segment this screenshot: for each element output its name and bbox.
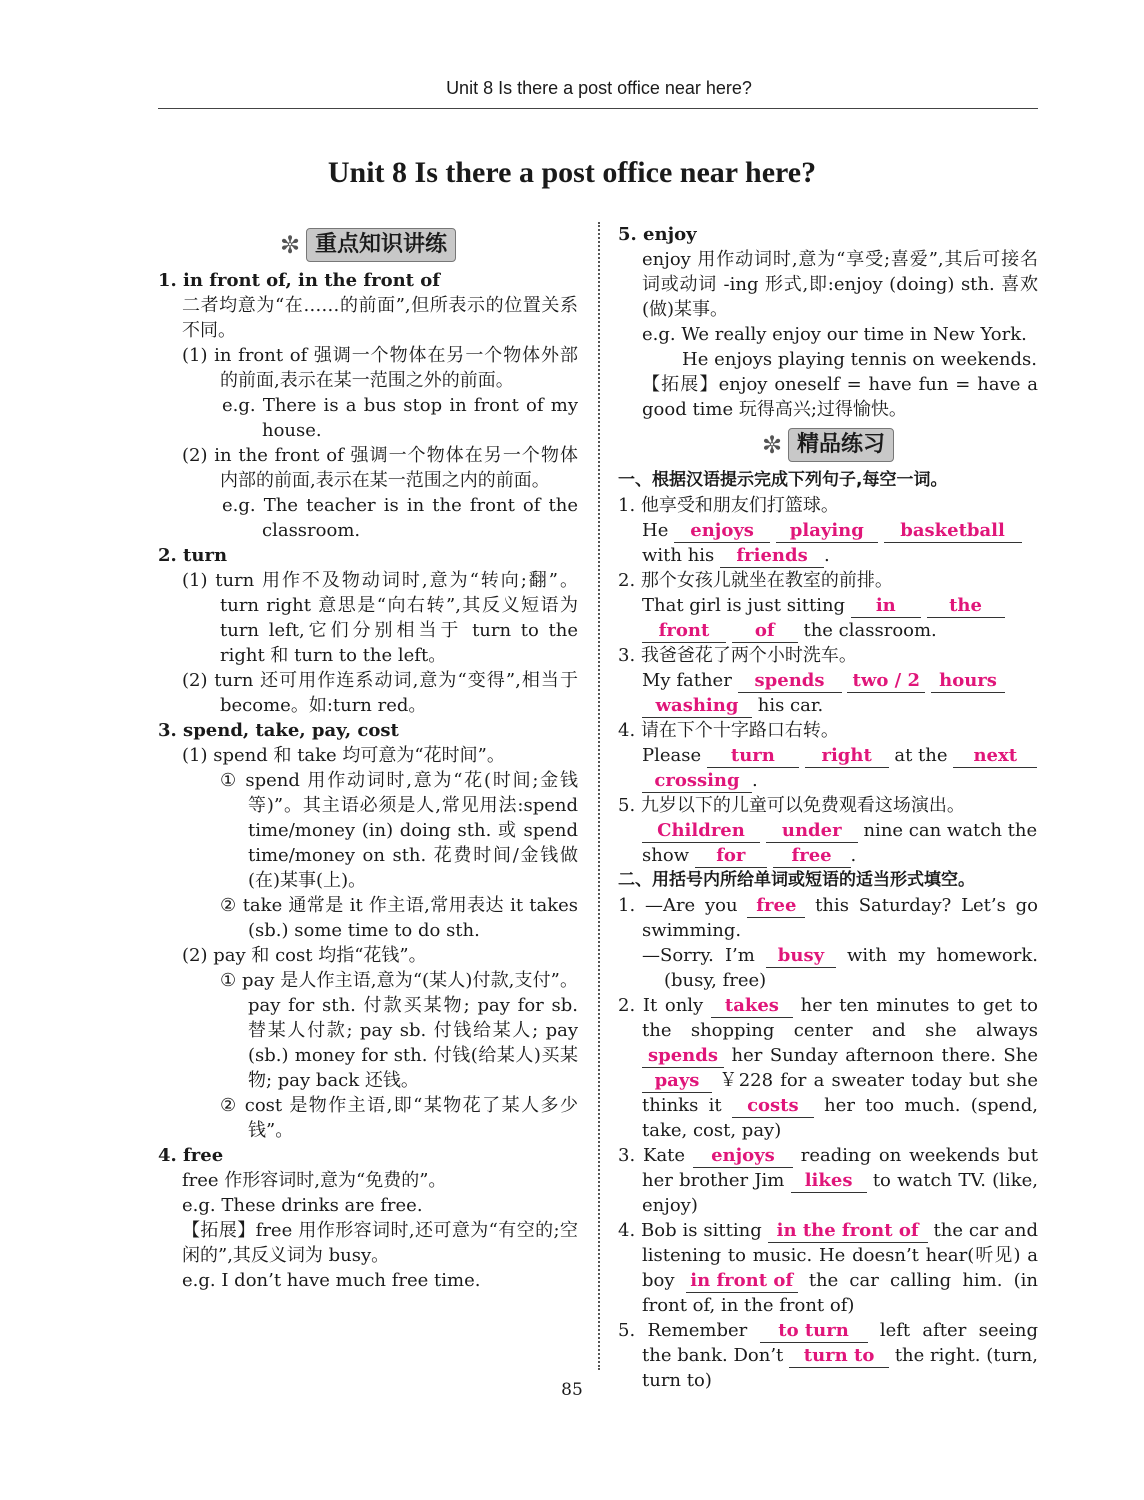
section-heading-practice: [618, 428, 1038, 462]
paragraph: ① pay 是人作主语,意为“(某人)付款,支付”。pay for sth. 付款买某物; pay for sb. 替某人付款; pay sb. 付钱给某人; pay (sb.) money for sth. 付钱(给某人)买某物; pay back 还钱。: [220, 970, 578, 1091]
answer-blank: for: [695, 845, 767, 868]
text: his car.: [757, 695, 824, 716]
text: .: [850, 845, 857, 866]
text: nine can watch the: [863, 820, 1038, 841]
section-label: 精品练习: [788, 428, 894, 462]
answer-blank: front: [642, 620, 726, 643]
paragraph: ① spend 用作动词时,意为“花(时间;金钱等)”。其主语必须是人,常见用法:spend time/money (in) doing sth. 或 spend time/money on sth. 花费时间/金钱做(在)某事(上)。: [220, 770, 578, 891]
question-line: [618, 993, 1038, 1143]
page-title: Unit 8 Is there a post office near here?: [327, 156, 817, 189]
paragraph: ② take 通常是 it 作主语,常用表达 it takes (sb.) some time to do sth.: [220, 895, 578, 941]
right-column: [618, 222, 1038, 1393]
paragraph: (2) pay 和 cost 均指“花钱”。: [182, 945, 427, 966]
answer-blank: spends: [738, 670, 842, 693]
text: the car and listening to music. He doesn’t hear(听见) a boy: [642, 1220, 1038, 1291]
example: e.g. There is a bus stop in front of my house.: [222, 395, 578, 441]
answer-blank: turn: [707, 745, 799, 768]
question-line: [618, 743, 1038, 793]
paragraph: (1) spend 和 take 均可意为“花时间”。: [182, 745, 505, 766]
answer-blank: Children: [642, 820, 760, 843]
answer-blank: the: [927, 595, 1005, 618]
answer-blank: washing: [642, 695, 752, 718]
paragraph: (1) in front of 强调一个物体在另一个物体外部的前面,表示在某一范围之外的前面。: [182, 345, 578, 391]
running-head: Unit 8 Is there a post office near here?: [446, 78, 752, 98]
section-label: 重点知识讲练: [306, 228, 456, 262]
extension-note: 【拓展】enjoy oneself = have fun = have a good time 玩得高兴;过得愉快。: [642, 374, 1038, 420]
example: e.g. These drinks are free.: [182, 1195, 423, 1216]
flower-icon: ✼: [761, 430, 783, 459]
text: Please: [642, 745, 702, 766]
question-line: [618, 1218, 1038, 1318]
text: 3. Kate: [618, 1145, 686, 1166]
question-line: [618, 668, 1038, 718]
example: He enjoys playing tennis on weekends.: [682, 349, 1037, 370]
answer-blank: enjoys: [674, 520, 770, 543]
text: this Saturday? Let’s go swimming.: [642, 895, 1038, 941]
answer-blank: crossing: [642, 770, 752, 793]
section-heading-knowledge: [158, 228, 578, 262]
text: show: [642, 845, 690, 866]
text: her Sunday afternoon there. She: [731, 1045, 1038, 1066]
answer-blank: in front of: [686, 1270, 798, 1293]
question-prompt: 4. 请在下个十字路口右转。: [618, 720, 839, 741]
text: 5. Remember: [618, 1320, 748, 1341]
extension-note: 【拓展】free 用作形容词时,还可意为“有空的;空闲的”,其反义词为 busy。: [182, 1220, 578, 1266]
answer-blank: right: [805, 745, 889, 768]
text: That girl is just sitting: [642, 595, 846, 616]
answer-blank: takes: [711, 995, 793, 1018]
text: .: [752, 770, 758, 791]
text: 2. It only: [618, 995, 704, 1016]
text: 4. Bob is sitting: [618, 1220, 762, 1241]
flower-icon: ✼: [279, 230, 301, 259]
text: with my homework. (busy, free): [664, 945, 1038, 991]
question-prompt: 3. 我爸爸花了两个小时洗车。: [618, 645, 857, 666]
text: —Sorry. I’m: [642, 945, 755, 966]
page-number: 85: [561, 1380, 583, 1400]
question-line: [618, 518, 1038, 568]
answer-blank: spends: [642, 1045, 724, 1068]
question-prompt: 1. 他享受和朋友们打篮球。: [618, 495, 839, 516]
paragraph: (1) turn 用作不及物动词时,意为“转向;翻”。turn right 意思是“向右转”,其反义短语为 turn left,它们分别相当于 turn to the right 和 turn to the left。: [182, 570, 578, 666]
paragraph: 二者均意为“在……的前面”,但所表示的位置关系不同。: [182, 295, 578, 341]
part-heading: 一、根据汉语提示完成下列句子,每空一词。: [618, 470, 948, 490]
text: He: [642, 520, 669, 541]
question-line: [618, 818, 1038, 868]
text: reading on weekends but her brother Jim: [642, 1145, 1038, 1191]
example: e.g. The teacher is in the front of the classroom.: [222, 495, 578, 541]
text: My father: [642, 670, 732, 691]
part-heading: 二、用括号内所给单词或短语的适当形式填空。: [618, 870, 975, 890]
header-rule: [158, 108, 1038, 109]
answer-blank: busy: [766, 945, 836, 968]
answer-blank: of: [732, 620, 798, 643]
question-line: [618, 893, 1038, 943]
text: the right. (turn, turn to): [642, 1345, 1038, 1391]
item-heading: 3. spend, take, pay, cost: [158, 720, 399, 741]
question-prompt: 5. 九岁以下的儿童可以免费观看这场演出。: [618, 795, 965, 816]
text: 1. —Are you: [618, 895, 738, 916]
question-prompt: 2. 那个女孩儿就坐在教室的前排。: [618, 570, 893, 591]
answer-blank: hours: [931, 670, 1005, 693]
answer-blank: costs: [732, 1095, 814, 1118]
text: ￥228 for a sweater today but she thinks it: [642, 1070, 1038, 1116]
text: her too much. (spend, take, cost, pay): [642, 1095, 1038, 1141]
answer-blank: likes: [791, 1170, 867, 1193]
answer-blank: friends: [720, 545, 824, 568]
text: her ten minutes to get to the shopping center and she always: [642, 995, 1038, 1041]
paragraph: enjoy 用作动词时,意为“享受;喜爱”,其后可接名词或动词 -ing 形式,即:enjoy (doing) sth. 喜欢(做)某事。: [642, 249, 1038, 320]
answer-blank: basketball: [884, 520, 1022, 543]
text: to watch TV. (like, enjoy): [642, 1170, 1038, 1216]
answer-blank: under: [766, 820, 858, 843]
paragraph: ② cost 是物作主语,即“某物花了某人多少钱”。: [220, 1095, 578, 1141]
paragraph: free 作形容词时,意为“免费的”。: [182, 1170, 447, 1191]
item-heading: 4. free: [158, 1145, 224, 1166]
answer-blank: free: [747, 895, 805, 918]
question-line: [618, 1143, 1038, 1218]
example: e.g. We really enjoy our time in New York.: [642, 324, 1027, 345]
text: the classroom.: [803, 620, 937, 641]
text: at the: [894, 745, 948, 766]
text: the car calling him. (in front of, in the front of): [642, 1270, 1038, 1316]
answer-blank: in: [851, 595, 921, 618]
example: e.g. I don’t have much free time.: [182, 1270, 481, 1291]
text: .: [824, 545, 830, 566]
answer-blank: to turn: [760, 1320, 868, 1343]
answer-blank: free: [773, 845, 851, 868]
answer-blank: enjoys: [693, 1145, 793, 1168]
answer-blank: turn to: [789, 1345, 889, 1368]
item-heading: 2. turn: [158, 545, 228, 566]
text: with his: [642, 545, 715, 566]
answer-blank: in the front of: [768, 1220, 928, 1243]
item-heading: 5. enjoy: [618, 224, 697, 245]
left-column: [158, 222, 578, 1293]
paragraph: (2) turn 还可用作连系动词,意为“变得”,相当于become。如:turn red。: [182, 670, 578, 716]
answer-blank: next: [953, 745, 1037, 768]
paragraph: (2) in the front of 强调一个物体在另一个物体内部的前面,表示在某一范围之内的前面。: [182, 445, 578, 491]
text: left after seeing the bank. Don’t: [642, 1320, 1038, 1366]
item-heading: 1. in front of, in the front of: [158, 270, 440, 291]
question-line: [618, 943, 1038, 993]
question-line: [618, 593, 1038, 643]
column-divider: [598, 222, 600, 1370]
answer-blank: playing: [776, 520, 878, 543]
answer-blank: pays: [642, 1070, 712, 1093]
answer-blank: two / 2: [847, 670, 925, 693]
